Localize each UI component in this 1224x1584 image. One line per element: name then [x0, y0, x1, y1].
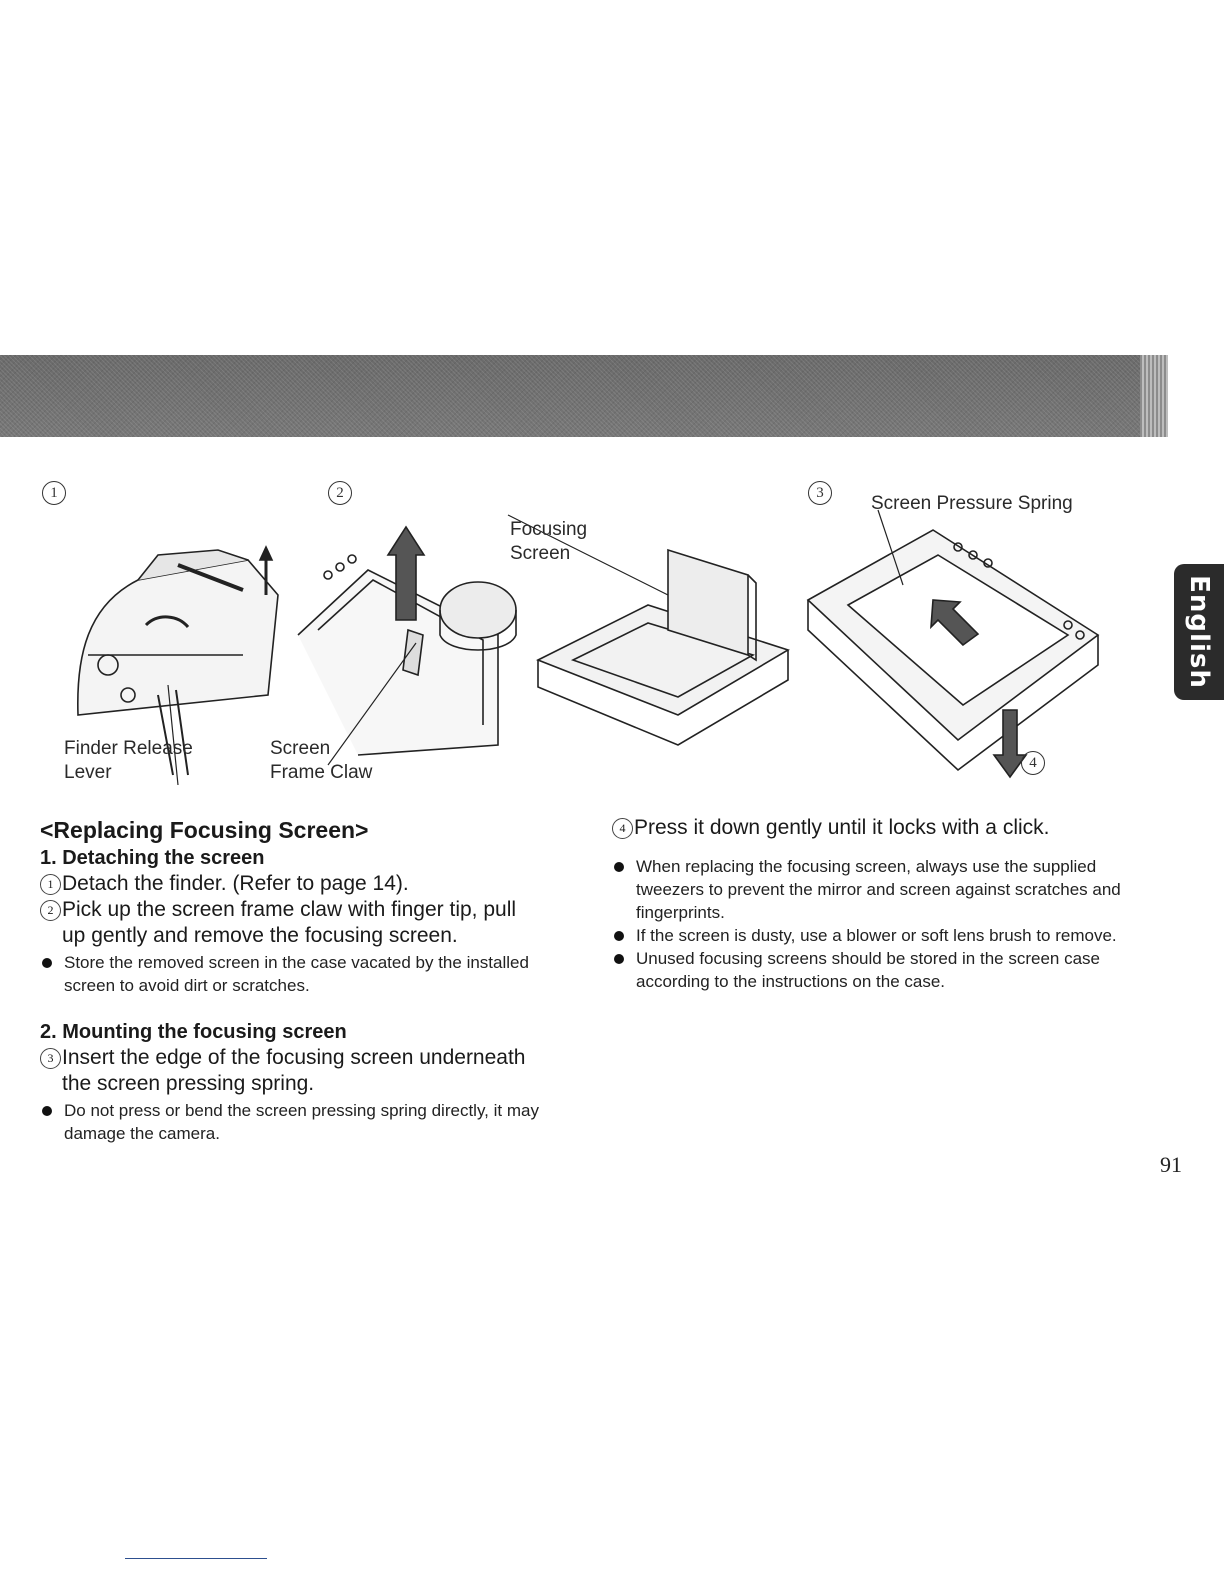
right-note-3: Unused focusing screens should be stored in the screen case according to the instructions on the case. [612, 947, 1147, 993]
right-note-2: If the screen is dusty, use a blower or soft lens brush to remove. [612, 924, 1147, 947]
step-1 [40, 871, 580, 897]
screen-frame-claw-label-line2: Frame Claw [270, 762, 373, 783]
section2-note: Do not press or bend the screen pressing spring directly, it may damage the camera. [40, 1099, 580, 1145]
step-3 [40, 1045, 580, 1097]
footer-rule [125, 1558, 267, 1559]
step-3-text-line2: the screen pressing spring. [62, 1072, 315, 1095]
step-3-text-line1: Insert the edge of the focusing screen underneath [62, 1046, 526, 1069]
step-marker-1: 1 [42, 481, 66, 505]
focusing-screen-label [510, 518, 587, 566]
step-1-number: 1 [40, 874, 61, 895]
right-note-1: When replacing the focusing screen, always use the supplied tweezers to prevent the mirror and screen against scratches and fingerprints. [612, 855, 1147, 924]
step-3-number: 3 [40, 1048, 61, 1069]
instruction-illustration [28, 455, 1118, 800]
focusing-screen-label-line2: Screen [510, 543, 571, 564]
section2-heading: 2. Mounting the focusing screen [40, 1021, 347, 1043]
finder-release-lever-label-line1: Finder Release [64, 738, 193, 759]
language-tab [1174, 564, 1224, 700]
step-2-text-line2: up gently and remove the focusing screen. [62, 924, 458, 947]
step-1-text: Detach the finder. (Refer to page 14). [62, 872, 409, 895]
page-title: <Replacing Focusing Screen> [40, 817, 369, 843]
screen-frame-claw-label [270, 737, 372, 785]
step-marker-2: 2 [328, 481, 352, 505]
section1-heading: 1. Detaching the screen [40, 847, 265, 869]
step-4-text: Press it down gently until it locks with a click. [634, 816, 1050, 839]
page-number: 91 [1160, 1152, 1182, 1177]
right-column [612, 815, 1147, 993]
step-4 [612, 815, 1147, 841]
screen-frame-claw-label-line1: Screen [270, 738, 331, 759]
step-marker-4: 4 [1021, 751, 1045, 775]
step-4-number: 4 [612, 818, 633, 839]
finder-release-lever-label [64, 737, 193, 785]
language-tab-label: English [1184, 575, 1214, 689]
step-2-number: 2 [40, 900, 61, 921]
step-2-text-line1: Pick up the screen frame claw with finger tip, pull [62, 898, 517, 921]
finder-release-lever-label-line2: Lever [64, 762, 112, 783]
header-band-edge [1140, 355, 1168, 437]
section1-note: Store the removed screen in the case vacated by the installed screen to avoid dirt or scratches. [40, 951, 580, 997]
step-2 [40, 897, 580, 949]
screen-pressure-spring-label: Screen Pressure Spring [871, 493, 1073, 514]
step-marker-3: 3 [808, 481, 832, 505]
left-column [40, 815, 580, 1145]
focusing-screen-label-line1: Focusing [510, 519, 588, 540]
header-band [0, 355, 1168, 437]
